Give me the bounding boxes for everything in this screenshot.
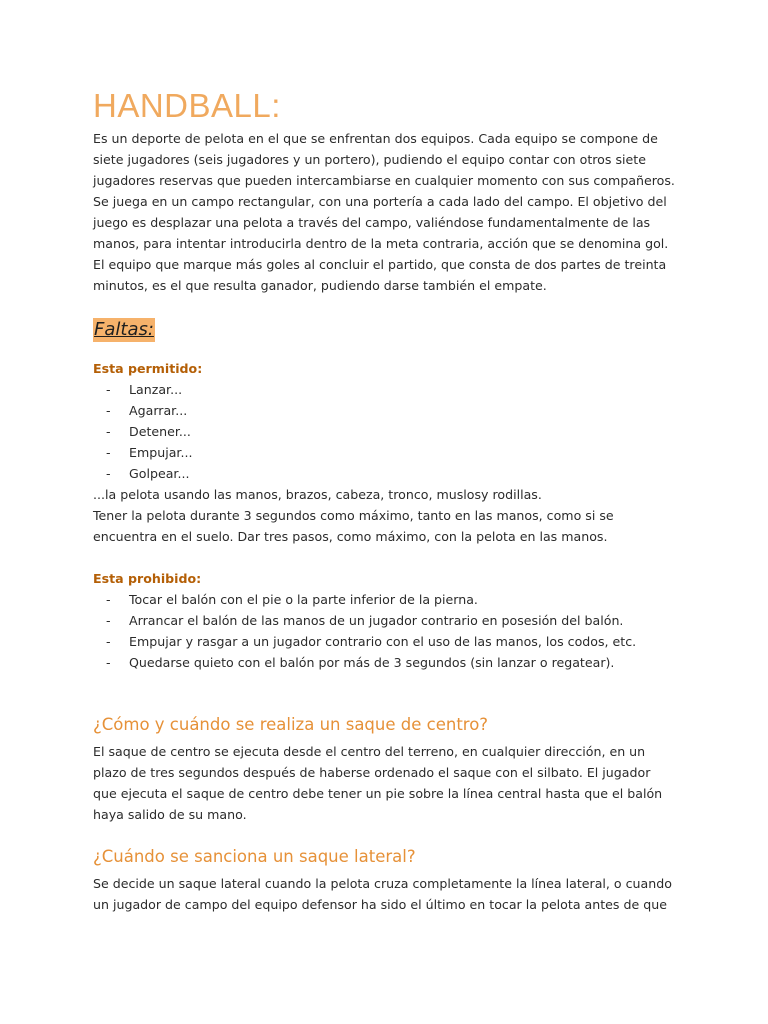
paragraph-line: El equipo que marque más goles al concluir el partido, que consta de dos partes de treinta: [93, 257, 667, 272]
paragraph-line: El saque de centro se ejecuta desde el centro del terreno, en cualquier dirección, en un: [93, 744, 646, 759]
list-item: [93, 652, 636, 673]
list-item: [93, 379, 192, 400]
list-marker: -: [106, 655, 111, 670]
paragraph-line: manos, para intentar introducirla dentro de la meta contraria, acción que se denomina gol.: [93, 236, 669, 251]
paragraph-line: plazo de tres segundos después de haberse ordenado el saque con el silbato. El jugador: [93, 765, 651, 780]
paragraph-line: juego es desplazar una pelota a través del campo, valiéndose fundamentalmente de las: [93, 215, 651, 230]
prohibido-heading: Esta prohibido:: [93, 571, 202, 586]
paragraph-line: Se decide un saque lateral cuando la pelota cruza completamente la línea lateral, o cuando: [93, 876, 672, 891]
list-item: [93, 589, 636, 610]
prohibido-list: [93, 589, 636, 673]
list-marker: -: [106, 403, 111, 418]
paragraph-line: que ejecuta el saque de centro debe tener un pie sobre la línea central hasta que el balón: [93, 786, 663, 801]
paragraph-line: un jugador de campo del equipo defensor ha sido el último en tocar la pelota antes de que: [93, 897, 667, 912]
list-marker: -: [106, 466, 111, 481]
list-item: [93, 631, 636, 652]
list-marker: -: [106, 592, 111, 607]
list-item: [93, 421, 192, 442]
intro-paragraph: [93, 128, 683, 296]
paragraph-line: Tener la pelota durante 3 segundos como máximo, tanto en las manos, como si se: [93, 508, 614, 523]
list-marker: -: [106, 634, 111, 649]
paragraph-line: jugadores reservas que pueden intercambiarse en cualquier momento con sus compañeros.: [93, 173, 675, 188]
list-item: [93, 442, 192, 463]
paragraph-line: ...la pelota usando las manos, brazos, cabeza, tronco, muslosy rodillas.: [93, 487, 542, 502]
saque-lateral-paragraph: [93, 873, 683, 915]
list-marker: -: [106, 424, 111, 439]
list-item-text: Golpear...: [129, 466, 190, 481]
list-item-text: Agarrar...: [129, 403, 188, 418]
list-item: [93, 400, 192, 421]
faltas-heading: Faltas:: [94, 319, 154, 340]
paragraph-line: minutos, es el que resulta ganador, pudiendo darse también el empate.: [93, 278, 547, 293]
list-marker: -: [106, 445, 111, 460]
saque-centro-heading: ¿Cómo y cuándo se realiza un saque de centro?: [93, 715, 489, 734]
saque-lateral-heading: ¿Cuándo se sanciona un saque lateral?: [93, 847, 416, 866]
paragraph-line: Es un deporte de pelota en el que se enfrentan dos equipos. Cada equipo se compone de: [93, 131, 658, 146]
permitido-heading: Esta permitido:: [93, 361, 203, 376]
list-marker: -: [106, 613, 111, 628]
paragraph-line: encuentra en el suelo. Dar tres pasos, como máximo, con la pelota en las manos.: [93, 529, 608, 544]
list-item-text: Arrancar el balón de las manos de un jugador contrario en posesión del balón.: [129, 613, 624, 628]
list-item-text: Empujar...: [129, 445, 193, 460]
page-title: HANDBALL:: [93, 87, 281, 124]
paragraph-line: Se juega en un campo rectangular, con una portería a cada lado del campo. El objetivo del: [93, 194, 667, 209]
paragraph-line: haya salido de su mano.: [93, 807, 247, 822]
permitido-paragraph: [93, 484, 683, 547]
list-item-text: Quedarse quieto con el balón por más de 3 segundos (sin lanzar o regatear).: [129, 655, 615, 670]
permitido-list: [93, 379, 192, 484]
list-marker: -: [106, 382, 111, 397]
list-item: [93, 610, 636, 631]
list-item-text: Detener...: [129, 424, 191, 439]
paragraph-line: siete jugadores (seis jugadores y un portero), pudiendo el equipo contar con otros siete: [93, 152, 646, 167]
list-item: [93, 463, 192, 484]
saque-centro-paragraph: [93, 741, 683, 825]
list-item-text: Lanzar...: [129, 382, 183, 397]
list-item-text: Empujar y rasgar a un jugador contrario con el uso de las manos, los codos, etc.: [129, 634, 637, 649]
list-item-text: Tocar el balón con el pie o la parte inferior de la pierna.: [129, 592, 478, 607]
